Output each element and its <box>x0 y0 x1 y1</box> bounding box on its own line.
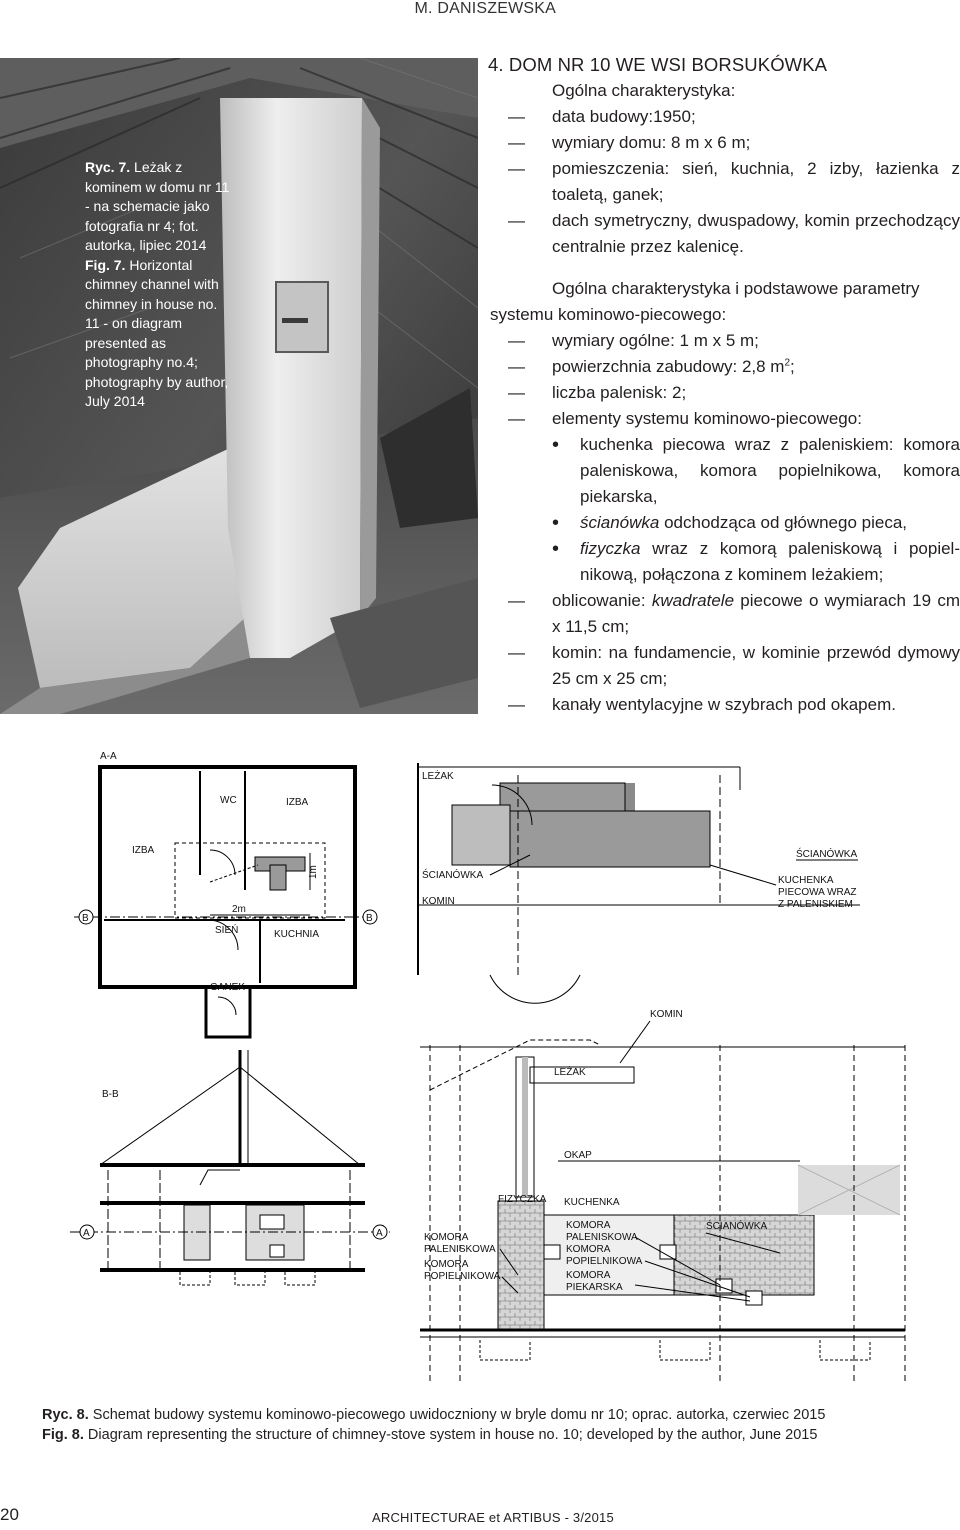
item-emphasis: kwadratele <box>651 591 735 610</box>
list-item: — elementy systemu kominowo-piecowego: <box>490 406 960 432</box>
section-aa-label: A-A <box>100 751 117 762</box>
komora-pal-r2: PALENISKOWA <box>566 1232 638 1243</box>
axis-b-left: B <box>82 913 89 924</box>
figure-caption-pl-label: Ryc. 8. <box>42 1407 89 1423</box>
photo-caption-en-label: Fig. 7. <box>85 256 126 273</box>
section-text <box>490 52 960 718</box>
item-text: odchodząca od głównego pieca, <box>659 513 908 532</box>
scianowka-plan-left-label: ŚCIANÓWKA <box>422 870 484 881</box>
komora-pop-r1: KOMORA <box>566 1244 611 1255</box>
komora-pal-label-2: PALENISKOWA <box>424 1244 496 1255</box>
item-text: oblicowanie: <box>552 591 652 610</box>
system-list <box>490 328 960 432</box>
fizyczka-label: FIZYCZKA <box>498 1194 547 1205</box>
figure-caption-pl <box>42 1405 942 1425</box>
dim-2m-label: 2m <box>232 904 246 915</box>
photo-caption <box>85 158 235 412</box>
komin-elev-label: KOMIN <box>650 1009 683 1020</box>
attic-chimney-photo <box>0 58 478 714</box>
superscript: 2 <box>784 357 791 369</box>
general-heading: Ogólna charakterystyka: <box>552 81 736 100</box>
bullet-item <box>490 536 960 588</box>
chimney-elevation <box>420 1009 905 1385</box>
list-item: — liczba palenisk: 2; <box>490 380 960 406</box>
list-item: — komin: na fundamencie, w kominie przewód dymowy 25 cm x 25 cm; <box>490 640 960 692</box>
list-item: — pomieszczenia: sień, kuchnia, 2 izby, łazienka z toaletą, ganek; <box>490 156 960 208</box>
list-item: — data budowy:1950; <box>490 104 960 130</box>
axis-a-right: A <box>376 1228 383 1239</box>
lezak-elev-label: LEŻAK <box>554 1067 586 1078</box>
system-list-continued <box>490 588 960 718</box>
figure-caption <box>42 1405 942 1445</box>
sien-label: SIEŃ <box>215 925 239 936</box>
axis-a-left: A <box>83 1228 90 1239</box>
axis-b-right: B <box>366 913 373 924</box>
figure-caption-en-label: Fig. 8. <box>42 1427 84 1443</box>
floor-plan-aa <box>74 751 380 1037</box>
list-item: — wymiary domu: 8 m x 6 m; <box>490 130 960 156</box>
figure-caption-en <box>42 1425 942 1445</box>
plan-detail <box>418 763 860 1003</box>
item-text: ; <box>790 357 795 376</box>
ganek-label: GANEK <box>210 982 246 993</box>
kuchenka-plan-2: PIECOWA WRAZ <box>778 887 857 898</box>
figure-caption-pl-text: Schemat budowy systemu kominowo-piecowego uwidoczniony w bryle domu nr 10; oprac. autorka, czerwiec 2015 <box>88 1407 826 1423</box>
item-text: powierzchnia zabudowy: 2,8 m <box>552 357 785 376</box>
item-text: wraz z komorą paleniskową i popielnikową, połączona z kominem leżakiem; <box>580 539 960 584</box>
okap-label: OKAP <box>564 1150 592 1161</box>
list-item <box>490 588 960 640</box>
section-bb-label: B-B <box>102 1089 119 1100</box>
bullet-item <box>490 510 960 536</box>
komin-plan-label: KOMIN <box>422 896 455 907</box>
running-header-author: M. DANISZEWSKA <box>414 0 556 17</box>
dim-1m-label: 1m <box>308 865 319 879</box>
lezak-plan-label: LEŻAK <box>422 771 454 782</box>
komora-pop-label-2: POPIELNIKOWA <box>424 1271 501 1282</box>
bullet-item: • kuchenka piecowa wraz z paleniskiem: komora paleniskowa, komora popielnikowa, komora piekarska, <box>490 432 960 510</box>
komora-pop-label-1: KOMORA <box>424 1259 469 1270</box>
journal-footer: ARCHITECTURAE et ARTIBUS - 3/2015 <box>372 1510 614 1525</box>
scianowka-plan-right-label: ŚCIANÓWKA <box>796 849 858 860</box>
section-title: 4. DOM NR 10 WE WSI BORSUKÓWKA <box>488 54 828 75</box>
item-text: piecowe o wymiarach 19 cm x 11,5 cm; <box>552 591 960 636</box>
kuchenka-plan-1: KUCHENKA <box>778 875 834 886</box>
photo-caption-pl-text: Leżak z kominem w domu nr 11 - na schemacie jako fotografia nr 4; fot. autorka, lipiec 2014 <box>85 159 230 253</box>
elements-bullet-list <box>490 432 960 588</box>
list-item: — kanały wentylacyjne w szybrach pod okapem. <box>490 692 960 718</box>
scianowka-elev-label: ŚCIANÓWKA <box>706 1221 768 1232</box>
general-list <box>490 104 960 260</box>
page-number: 20 <box>0 1505 19 1524</box>
list-item: — dach symetryczny, dwuspadowy, komin przechodzący centralnie przez kalenicę. <box>490 208 960 260</box>
wc-label: WC <box>220 795 237 806</box>
list-item <box>490 354 960 380</box>
komora-pal-r1: KOMORA <box>566 1220 611 1231</box>
figure-caption-en-text: Diagram representing the structure of chimney-stove system in house no. 10; developed by the author, June 2015 <box>83 1427 818 1443</box>
izba-top-label: IZBA <box>286 797 309 808</box>
kuchenka-elev-label: KUCHENKA <box>564 1197 620 1208</box>
chimney-stove-diagram <box>60 745 960 1400</box>
komora-pal-label-1: KOMORA <box>424 1232 469 1243</box>
komora-pop-r2: POPIELNIKOWA <box>566 1256 643 1267</box>
izba-left-label: IZBA <box>132 845 155 856</box>
kuchenka-plan-3: Z PALENISKIEM <box>778 899 853 910</box>
system-heading: Ogólna charakterystyka i podstawowe parametry systemu kominowo-piecowego: <box>490 279 920 324</box>
section-bb <box>70 1050 390 1285</box>
kuchnia-plan-label: KUCHNIA <box>274 929 320 940</box>
photo-caption-pl-label: Ryc. 7. <box>85 159 131 175</box>
photo-caption-en-text: Horizontal chimney channel with chimney in house no. 11 - on diagram presented as photography no.4; photography by author, July 2014 <box>85 256 229 409</box>
list-item: — wymiary ogólne: 1 m x 5 m; <box>490 328 960 354</box>
komora-pie-1: KOMORA <box>566 1270 611 1281</box>
item-emphasis: ścianówka <box>580 513 660 532</box>
item-emphasis: fizyczka <box>580 539 641 558</box>
komora-pie-2: PIEKARSKA <box>566 1282 623 1293</box>
